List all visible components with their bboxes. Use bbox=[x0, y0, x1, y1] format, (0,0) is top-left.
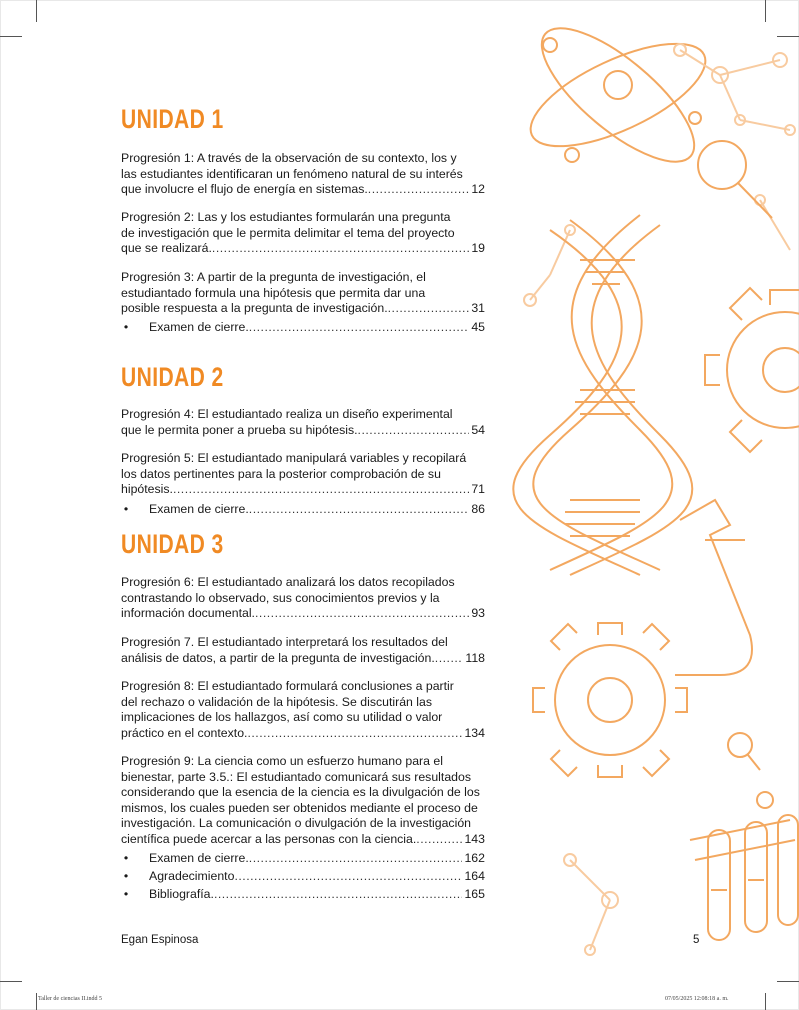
entry-line: Progresión 8: El estudiantado formulará conclusiones a partir bbox=[121, 679, 454, 693]
toc-entry bbox=[121, 451, 485, 498]
entry-line: hipótesis. bbox=[121, 482, 173, 496]
entry-line: los datos pertinentes para la posterior comprobación de su bbox=[121, 466, 441, 481]
slug-date: 07/05/2025 12:08:18 a. m. bbox=[665, 996, 729, 1002]
entry-line: de investigación que le permita delimitar el tema del proyecto bbox=[121, 225, 455, 240]
entry-line: que le permita poner a prueba su hipótesis. bbox=[121, 422, 358, 437]
subitem-label: Examen de cierre. bbox=[149, 851, 249, 865]
toc-subitem bbox=[123, 320, 485, 336]
subitem-label: Examen de cierre. bbox=[149, 320, 249, 334]
entry-line: Progresión 1: A través de la observación de su contexto, los y bbox=[121, 151, 457, 165]
toc-subitem bbox=[123, 851, 485, 867]
page-number: 134 bbox=[464, 725, 485, 740]
entry-line: Progresión 4: El estudiantado realiza un diseño experimental bbox=[121, 407, 453, 421]
toc-entry bbox=[121, 270, 485, 317]
unit-title: UNIDAD 3 bbox=[121, 529, 224, 559]
entry-line: bienestar, parte 3.5.: El estudiantado comunicará sus resultados bbox=[121, 769, 471, 784]
bullet: • bbox=[123, 887, 129, 901]
toc-entry bbox=[121, 679, 485, 741]
page-number: 165 bbox=[464, 887, 485, 901]
page-number: 31 bbox=[471, 301, 485, 315]
page-number: 19 bbox=[471, 241, 485, 255]
entry-line: Progresión 5: El estudiantado manipulará variables y recopilará bbox=[121, 451, 467, 465]
crop-mark bbox=[36, 0, 37, 22]
bullet: • bbox=[123, 851, 129, 865]
unit-title: UNIDAD 1 bbox=[121, 104, 224, 134]
flask-icon bbox=[675, 500, 752, 675]
footer-author: Egan Espinosa bbox=[121, 934, 199, 946]
gear-icon bbox=[533, 623, 687, 777]
toc-entry bbox=[121, 754, 485, 847]
toc-subitem bbox=[123, 869, 485, 885]
atom-icon bbox=[517, 7, 719, 183]
page-number: 86 bbox=[471, 502, 485, 516]
gear-icon bbox=[705, 288, 799, 452]
slug-file: Taller de ciencias II.indd 5 bbox=[38, 996, 103, 1002]
entry-line: Progresión 2: Las y los estudiantes formularán una pregunta bbox=[121, 210, 451, 224]
entry-line: científica puede acercar a las personas con la ciencia. bbox=[121, 831, 417, 846]
magnifier-icon bbox=[698, 141, 772, 218]
subitem-label: Agradecimiento bbox=[149, 869, 235, 883]
toc-entry bbox=[121, 575, 485, 622]
entry-line: Progresión 7. El estudiantado interpretará los resultados del bbox=[121, 635, 448, 649]
entry-line: que se realizará. bbox=[121, 241, 212, 255]
toc-subitem bbox=[123, 502, 485, 518]
entry-line: información documental. bbox=[121, 606, 255, 620]
entry-line: posible respuesta a la pregunta de investigación. bbox=[121, 301, 388, 315]
entry-line: considerando que la esencia de la ciencia es la divulgación de los bbox=[121, 785, 480, 799]
page-number: 118 bbox=[465, 650, 485, 665]
science-illustration bbox=[510, 0, 799, 1010]
page-number: 93 bbox=[471, 606, 485, 620]
entry-line: contrastando lo observado, sus conocimientos previos y la bbox=[121, 590, 440, 605]
unit-title: UNIDAD 2 bbox=[121, 362, 224, 392]
entry-line: del rechazo o validación de la hipótesis. Se discutirán las bbox=[121, 694, 433, 709]
crop-mark bbox=[36, 993, 37, 1010]
entry-line: Progresión 3: A partir de la pregunta de investigación, el bbox=[121, 270, 426, 284]
toc-entry bbox=[121, 151, 485, 198]
page-number: 71 bbox=[471, 482, 485, 496]
subitem-label: Examen de cierre. bbox=[149, 502, 249, 516]
entry-line: que involucre el flujo de energía en sistemas. bbox=[121, 182, 368, 196]
entry-line: práctico en el contexto. bbox=[121, 725, 248, 740]
magnifier-icon bbox=[728, 733, 773, 808]
page-number: 164 bbox=[464, 869, 485, 883]
entry-line: Progresión 9: La ciencia como un esfuerzo humano para el bbox=[121, 754, 443, 768]
subitem-label: Bibliografía. bbox=[149, 887, 214, 901]
page-number: 54 bbox=[471, 422, 485, 437]
dna-icon bbox=[513, 215, 692, 575]
molecule-icon bbox=[524, 44, 795, 306]
entry-line: mismos, los cuales pueden ser obtenidos mediante el proceso de bbox=[121, 800, 478, 815]
crop-mark bbox=[0, 36, 22, 37]
entry-line: estudiantado formula una hipótesis que permita dar una bbox=[121, 285, 426, 300]
entry-line: Progresión 6: El estudiantado analizará los datos recopilados bbox=[121, 575, 455, 589]
entry-line: las estudiantes identificaran un fenómeno natural de su interés bbox=[121, 166, 463, 181]
bullet: • bbox=[123, 320, 129, 334]
page-number: 143 bbox=[464, 831, 485, 846]
entry-line: análisis de datos, a partir de la pregunta de investigación. bbox=[121, 650, 435, 665]
entry-line: implicaciones de los hallazgos, así como su utilidad o valor bbox=[121, 710, 443, 724]
toc-entry bbox=[121, 635, 485, 666]
molecule-icon bbox=[564, 854, 618, 955]
page-number: 162 bbox=[464, 851, 485, 865]
entry-line: investigación. La comunicación o divulgación de la investigación bbox=[121, 816, 471, 830]
page-number: 45 bbox=[471, 320, 485, 334]
bullet: • bbox=[123, 869, 129, 883]
footer-page-number: 5 bbox=[693, 934, 700, 946]
toc-subitem bbox=[123, 887, 485, 903]
crop-mark bbox=[0, 981, 22, 982]
bullet: • bbox=[123, 502, 129, 516]
test-tubes-icon bbox=[690, 815, 798, 940]
toc-entry bbox=[121, 407, 485, 438]
page-number: 12 bbox=[471, 182, 485, 196]
toc-entry bbox=[121, 210, 485, 257]
